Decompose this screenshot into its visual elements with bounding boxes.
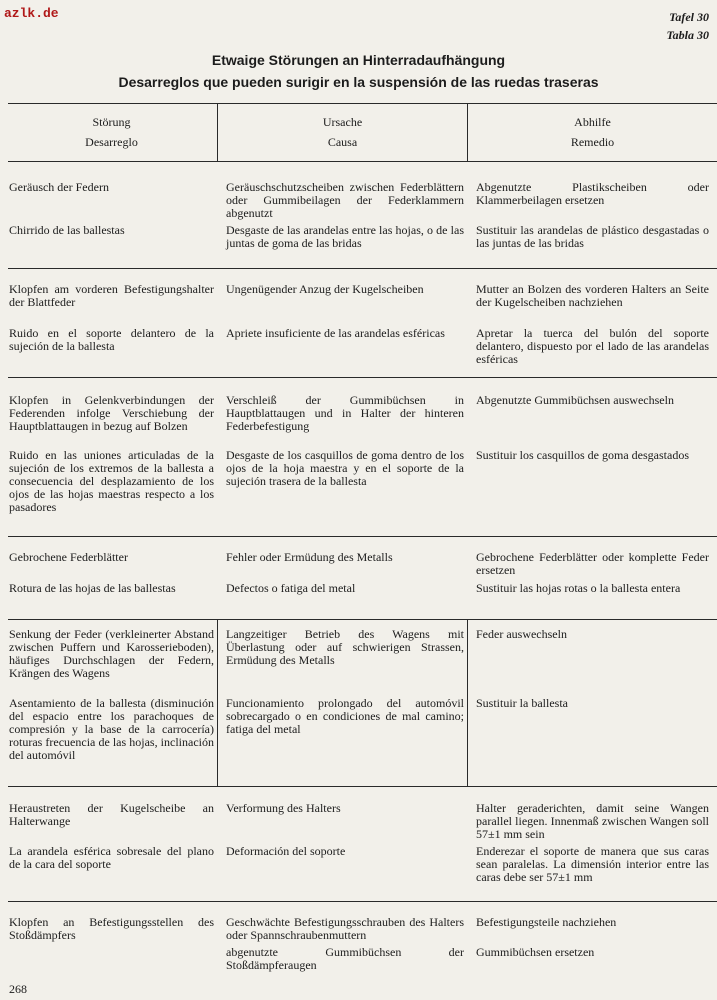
column-header-fault-es: Desarreglo	[85, 135, 138, 149]
table-label	[666, 8, 709, 44]
row6-remedy-de: Halter geraderichten, damit seine Wangen parallel liegen. Innenmaß zwischen Wangen soll 57±1 mm sein	[476, 801, 709, 841]
row1-remedy-de: Abgenutzte Plastikscheiben oder Klammerbeilagen ersetzen	[476, 180, 709, 207]
row7-remedy-es: Gummibüchsen ersetzen	[476, 945, 595, 959]
row4-fault-de: Gebrochene Federblätter	[9, 550, 128, 564]
row2-fault-es: Ruido en el soporte delantero de la sujeción de la ballesta	[9, 326, 214, 353]
column-header-cause-es: Causa	[327, 135, 358, 149]
row6-fault-es: La arandela esférica sobresale del plano de la cara del soporte	[9, 844, 214, 871]
row4-remedy-de: Gebrochene Federblätter oder komplette Feder ersetzen	[476, 550, 709, 577]
row-separator	[8, 268, 717, 269]
row3-fault-es: Ruido en las uniones articuladas de la sujeción de los extremos de la ballesta a consecuencia del desplazamiento de los ojos de las hojas maestras respecto a los pasadores	[9, 448, 214, 514]
row5-fault-de: Senkung der Feder (verkleinerter Abstand zwischen Puffern und Karosserieboden), häufiges Durchschlagen der Federn, Krängen des Wagens	[9, 627, 214, 680]
row1-remedy-es: Sustituir las arandelas de plástico desgastadas o las juntas de las bridas	[476, 223, 709, 250]
row1-fault-es: Chirrido de las ballestas	[9, 223, 125, 237]
row4-cause-es: Defectos o fatiga del metal	[226, 581, 356, 595]
row4-cause-de: Fehler oder Ermüdung des Metalls	[226, 550, 393, 564]
row3-cause-es: Desgaste de los casquillos de goma dentro de los ojos de la hoja maestra y en el soporte de la sujeción trasera de la ballesta	[226, 448, 464, 488]
title-de: Etwaige Störungen an Hinterradaufhängung	[211, 52, 506, 68]
column-divider	[467, 620, 468, 786]
row3-remedy-es: Sustituir los casquillos de goma desgastados	[476, 448, 689, 462]
table-label-es: Tabla 30	[666, 28, 709, 42]
row7-cause-de: Geschwächte Befestigungsschrauben des Halters oder Spannschraubenmuttern	[226, 915, 464, 942]
row4-fault-es: Rotura de las hojas de las ballestas	[9, 581, 176, 595]
row7-cause-es: abgenutzte Gummibüchsen der Stoßdämpferaugen	[226, 945, 464, 972]
row3-cause-de: Verschleiß der Gummibüchsen in Hauptblattaugen und in Halter der hinteren Federbefestigung	[226, 393, 464, 433]
row6-cause-es: Deformación del soporte	[226, 844, 346, 858]
row-separator	[8, 786, 717, 787]
title-es: Desarreglos que pueden surigir en la suspensión de las ruedas traseras	[118, 74, 599, 90]
row1-fault-de: Geräusch der Federn	[9, 180, 109, 194]
column-header-cause	[218, 112, 467, 152]
row2-remedy-es: Apretar la tuerca del bulón del soporte delantero, dispuesto por el lado de las arandelas esféricas	[476, 326, 709, 366]
header-bottom-rule	[8, 161, 717, 162]
row2-cause-es: Apriete insuficiente de las arandelas esféricas	[226, 326, 445, 340]
row6-remedy-es: Enderezar el soporte de manera que sus caras sean paralelas. La dimensión interior entre las caras debe ser 57±1 mm	[476, 844, 709, 884]
row6-fault-de: Heraustreten der Kugelscheibe an Halterwange	[9, 801, 214, 828]
row1-cause-es: Desgaste de las arandelas entre las hojas, o de las juntas de goma de las bridas	[226, 223, 464, 250]
table-label-de: Tafel 30	[669, 10, 709, 24]
row3-remedy-de: Abgenutzte Gummibüchsen auswechseln	[476, 393, 674, 407]
column-header-cause-de: Ursache	[322, 115, 363, 129]
row-separator	[8, 536, 717, 537]
column-header-remedy	[468, 112, 717, 152]
row5-remedy-es: Sustituir la ballesta	[476, 696, 568, 710]
column-header-fault-de: Störung	[92, 115, 131, 129]
row2-remedy-de: Mutter an Bolzen des vorderen Halters an Seite der Kugelscheiben nachziehen	[476, 282, 709, 309]
row6-cause-de: Verformung des Halters	[226, 801, 341, 815]
row7-fault-de: Klopfen an Befestigungsstellen des Stoßdämpfers	[9, 915, 214, 942]
row5-cause-de: Langzeitiger Betrieb des Wagens mit Überlastung oder auf schwierigen Strassen, Ermüdung des Metalls	[226, 627, 464, 667]
watermark: azlk.de	[4, 6, 59, 21]
row7-remedy-de: Befestigungsteile nachziehen	[476, 915, 617, 929]
column-header-remedy-de: Abhilfe	[574, 115, 611, 129]
row2-fault-de: Klopfen am vorderen Befestigungshalter der Blattfeder	[9, 282, 214, 309]
row5-fault-es: Asentamiento de la ballesta (disminución del espacio entre los parachoques de compresión y la base de la carrocería) roturas frecuencia de las hojas, inclinación del automóvil	[9, 696, 214, 762]
row2-cause-de: Ungenügender Anzug der Kugelscheiben	[226, 282, 424, 296]
page-number: 268	[9, 982, 27, 996]
row5-remedy-de: Feder auswechseln	[476, 627, 567, 641]
row-separator	[8, 901, 717, 902]
row-separator	[8, 619, 717, 620]
row5-cause-es: Funcionamiento prolongado del automóvil sobrecargado o en condiciones de mal camino; fatiga del metal	[226, 696, 464, 736]
column-header-fault	[9, 112, 214, 152]
table-top-rule	[8, 103, 717, 104]
column-header-remedy-es: Remedio	[570, 135, 615, 149]
row4-remedy-es: Sustituir las hojas rotas o la ballesta entera	[476, 581, 681, 595]
row3-fault-de: Klopfen in Gelenkverbindungen der Federenden infolge Verschiebung der Hauptblattaugen in bezug auf Bolzen	[9, 393, 214, 433]
row-separator	[8, 377, 717, 378]
row1-cause-de: Geräuschschutzscheiben zwischen Federblättern oder Gummibeilagen der Federklammern abgenutzt	[226, 180, 464, 220]
column-divider	[217, 620, 218, 786]
